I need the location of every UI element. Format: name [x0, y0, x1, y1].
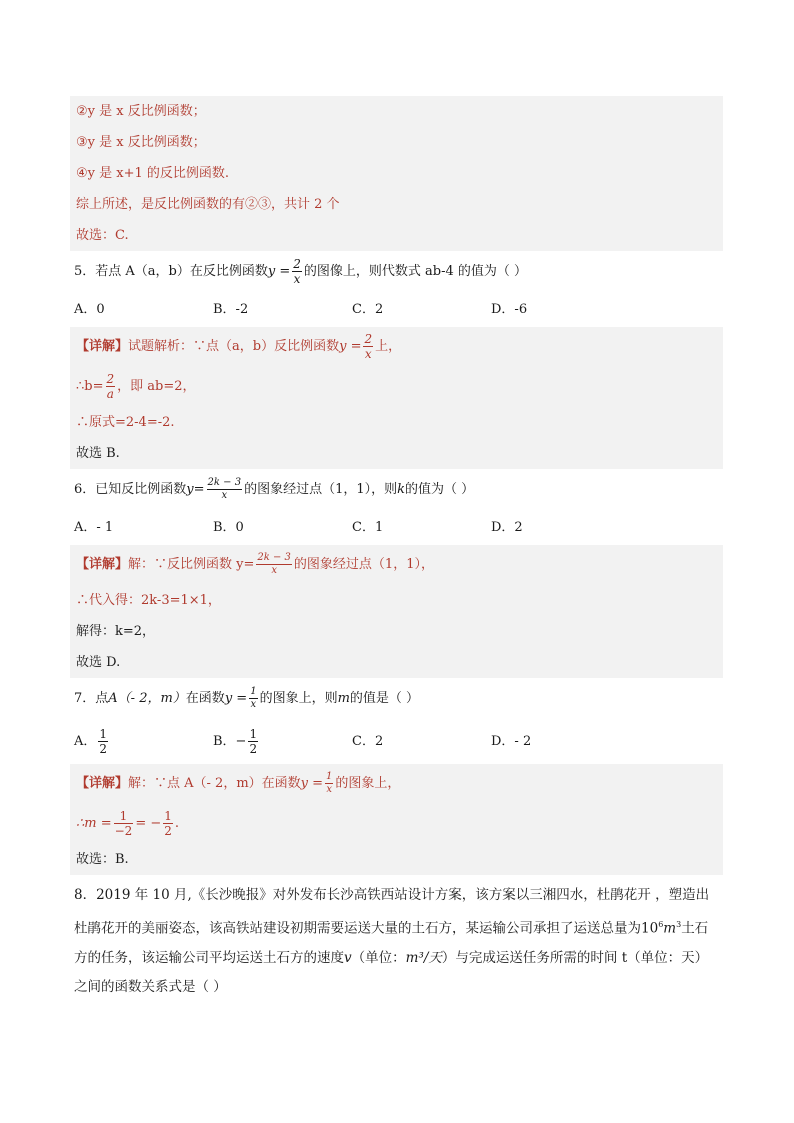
option-b: B．− $\frac{1}{2}$ — [213, 727, 258, 756]
fraction: $\frac{1}{x}$ — [326, 771, 333, 795]
answer-line: ∴m = $\frac{1}{-2}$ = − $\frac{1}{2}$ . — [76, 809, 180, 838]
answer-line: ∴代入得：2k-3=1×1， — [76, 593, 221, 608]
fraction: $\frac{2k - 3}{x}$ — [257, 552, 291, 576]
answer-line: ③y 是 x 反比例函数； — [76, 135, 206, 150]
option-a: A． $\frac{1}{2}$ — [74, 727, 108, 756]
question-stem: 5．若点 A（a，b）在反比例函数 — [74, 264, 268, 279]
option-a: A．0 — [74, 302, 105, 317]
question-5 — [70, 251, 723, 293]
fraction: $\frac{1}{2}$ — [164, 809, 172, 838]
answer-line: ④y 是 x+1 的反比例函数. — [76, 166, 230, 181]
fraction: $\frac{2}{x}$ — [364, 332, 373, 361]
fraction: $\frac{2}{x}$ — [293, 257, 301, 286]
option-d: D．-6 — [491, 302, 528, 317]
answer-line: ∴原式=2-4=-2. — [76, 415, 175, 430]
detail-tag: 【详解】 — [76, 776, 129, 791]
options-q5 — [70, 293, 723, 327]
options-q6 — [70, 511, 723, 545]
options-q7 — [70, 720, 723, 764]
fraction: $\frac{1}{-2}$ — [114, 809, 133, 838]
option-b: B．-2 — [213, 302, 249, 317]
question-7: 7．点A（- 2，m）在函数y = $\frac{1}{x}$ 的图象上，则m的值是（ ） — [74, 686, 420, 710]
fraction: $\frac{2k - 3}{x}$ — [207, 477, 242, 501]
answer-line: 【详解】解：∵点 A（- 2，m）在函数y = $\frac{1}{x}$ 的图象上， — [76, 771, 401, 795]
question-8: 8．2019 年 10 月,《长沙晚报》对外发布长沙高铁西站设计方案，该方案以三湘四水，杜鹃花开 ，塑造出杜鹃花开的美丽姿态，该高铁站建设初期需要运送大量的土石方，某运输公司承担了运送总量为$10^6m^3$土石方的任务，该运输公司平均运送土石方的速度v（单位：m³/天）与完成运送任务所需的时间 t（单位：天）之间的函数关系式是（ ） — [74, 887, 710, 995]
answer-choice: 故选：C. — [76, 228, 129, 243]
answer-choice: 故选：B. — [76, 852, 129, 867]
option-c: C．1 — [352, 520, 384, 535]
option-c: C．2 — [352, 302, 384, 317]
question-stem: 的图像上，则代数式 ab-4 的值为（ ） — [303, 264, 528, 279]
fraction: $\frac{1}{2}$ — [99, 727, 108, 756]
answer-block-q7 — [70, 764, 723, 875]
answer-block-q4 — [70, 96, 723, 251]
answer-choice: 故选 B. — [76, 446, 120, 461]
fraction: $\frac{1}{x}$ — [250, 686, 257, 710]
answer-block-q6 — [70, 545, 723, 678]
fraction: $\frac{1}{2}$ — [249, 727, 258, 756]
option-a: A．- 1 — [74, 520, 114, 535]
option-d: D．2 — [491, 520, 523, 535]
detail-tag: 【详解】 — [76, 557, 129, 572]
option-b: B．0 — [213, 520, 244, 535]
answer-summary: 综上所述，是反比例函数的有②③，共计 2 个 — [76, 197, 340, 212]
function-lhs: y = — [267, 264, 291, 279]
answer-line: ②y 是 x 反比例函数； — [76, 104, 206, 119]
document-page — [70, 96, 723, 1002]
answer-line: 解得：k=2， — [76, 624, 156, 639]
answer-block-q5 — [70, 327, 723, 469]
answer-line: 【详解】解：∵反比例函数 y= $\frac{2k - 3}{x}$ 的图象经过点（1，1）， — [76, 552, 434, 576]
answer-choice: 故选 D. — [76, 655, 121, 670]
detail-tag: 【详解】 — [76, 339, 129, 354]
question-6: 6．已知反比例函数y= $\frac{2k - 3}{x}$ 的图象经过点（1，1），则k的值为（ ） — [74, 477, 475, 501]
answer-line: 【详解】试题解析：∵点（a，b）反比例函数y = $\frac{2}{x}$ 上， — [76, 332, 402, 361]
option-c: C．2 — [352, 734, 384, 749]
answer-line: ∴b= $\frac{2}{a}$ ，即 ab=2， — [76, 372, 196, 401]
fraction: $\frac{2}{a}$ — [106, 372, 115, 401]
option-d: D．- 2 — [491, 734, 532, 749]
